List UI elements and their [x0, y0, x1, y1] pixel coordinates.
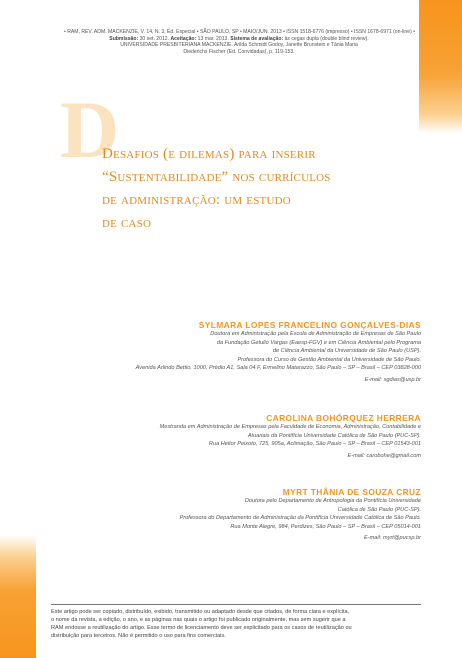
top-right-accent-bar	[419, 0, 462, 134]
author-block-1	[81, 320, 421, 385]
author-block-3	[81, 487, 421, 543]
evaluation-label: Sistema de avaliação:	[230, 35, 284, 42]
author-email[interactable]: E-mail: carobohe@gmail.com	[347, 452, 421, 459]
license-line-1: Este artigo pode ser copiado, distribuído, exibido, transmitido ou adaptado desde que citados, de forma clara e explícita,	[51, 609, 350, 615]
author-block-2	[81, 413, 421, 460]
author-affiliation: Católica de São Paulo (PUC-SP).	[337, 506, 421, 513]
author-affiliation: de Ciência Ambiental da Universidade de São Paulo (USP).	[272, 348, 421, 355]
author-affiliation: Professora do Departamento de Administração da Pontifícia Universidade Católica de São Paulo.	[179, 515, 421, 522]
header-line-4: Diederichs Fischer (Ed. Convidadas), p. 119-153.	[183, 48, 295, 55]
journal-header	[64, 29, 414, 55]
header-line-2	[64, 36, 414, 43]
license-line-4: distribuição para terceiros. Não é permitido o uso para fins comerciais.	[51, 633, 226, 640]
submitted-label: Submissão:	[109, 35, 139, 42]
submitted-date: 30 set. 2012.	[138, 35, 171, 42]
license-notice	[51, 604, 421, 640]
author-affiliation: Doutora pelo Departamento de Antropologia da Pontifícia Universidade	[244, 498, 421, 504]
evaluation-text: às cegas dupla (double blind review).	[283, 35, 369, 42]
license-line-2: o nome da revista, a edição, o ano, e as páginas nas quais o artigo foi publicado originalmente, mas sem sugerir que a	[51, 617, 346, 624]
author-email[interactable]: E-mail: myrt@pucsp.br	[364, 535, 421, 542]
header-line-1: • RAM, REV. ADM. MACKENZIE, V. 14, N. 3, Ed. Especial • SÃO PAULO, SP • MAIO/JUN. 2013 • ISSN 1518-6776 (impresso) • ISSN 1678-6971 (on-line) •	[64, 29, 415, 35]
author-email[interactable]: E-mail: sgdias@usp.br	[364, 376, 421, 383]
accepted-label: Aceitação:	[170, 35, 197, 42]
author-address: Avenida Arlindo Bettio, 1000, Prédio A1, Sala 04 F, Ermelino Matarazzo, São Paulo – SP – Brasil – CEP 03828-000	[135, 365, 421, 372]
title-line-2: “Sustentabilidade” nos currículos	[102, 169, 331, 185]
author-affiliation: Mestranda em Administração de Empresas pela Faculdade de Economia, Administração, Contabilidade e	[159, 424, 421, 430]
author-affiliation: Professora do Curso de Gestão Ambiental da Universidade de São Paulo.	[237, 356, 421, 363]
author-name: CAROLINA BOHÓRQUEZ HERRERA	[266, 413, 421, 423]
author-address: Rua Monte Alegre, 984, Perdizes, São Paulo – SP – Brasil – CEP 05014-001	[230, 523, 421, 530]
author-address: Rua Heitor Peixoto, 725, 905a, Aclimação, São Paulo – SP – Brasil – CEP 01543-001	[208, 441, 421, 448]
author-affiliation: da Fundação Getulio Vargas (Eaesp-FGV) e em Ciência Ambiental pelo Programa	[216, 339, 421, 346]
title-line-3: de administração: um estudo	[102, 192, 291, 208]
bottom-left-accent-bar	[0, 535, 36, 658]
accepted-date: 13 mar. 2013.	[196, 35, 231, 42]
author-name: SYLMARA LOPES FRANCELINO GONÇALVES-DIAS	[198, 320, 421, 330]
author-name: MYRT THÂNIA DE SOUZA CRUZ	[282, 487, 421, 497]
author-affiliation: Doutora em Administração pela Escola de Administração de Empresas de São Paulo	[210, 331, 421, 337]
license-line-3: RAM endosse a reutilização do artigo. Esse termo de licenciamento deve ser explicitado para os casos de reutilização ou	[51, 625, 352, 632]
author-affiliation: Atuariais da Pontifícia Universidade Católica de São Paulo (PUC-SP).	[247, 432, 421, 439]
title-line-1: Desafios (e dilemas) para inserir	[102, 146, 316, 162]
drop-cap: D	[60, 84, 120, 175]
article-title	[102, 143, 412, 235]
header-line-3: UNIVERSIDADE PRESBITERIANA MACKENZIE. Arilda Schmidt Godoy, Janette Brunstein e Tânia Maria	[120, 42, 358, 49]
title-line-4: de caso	[102, 215, 152, 231]
